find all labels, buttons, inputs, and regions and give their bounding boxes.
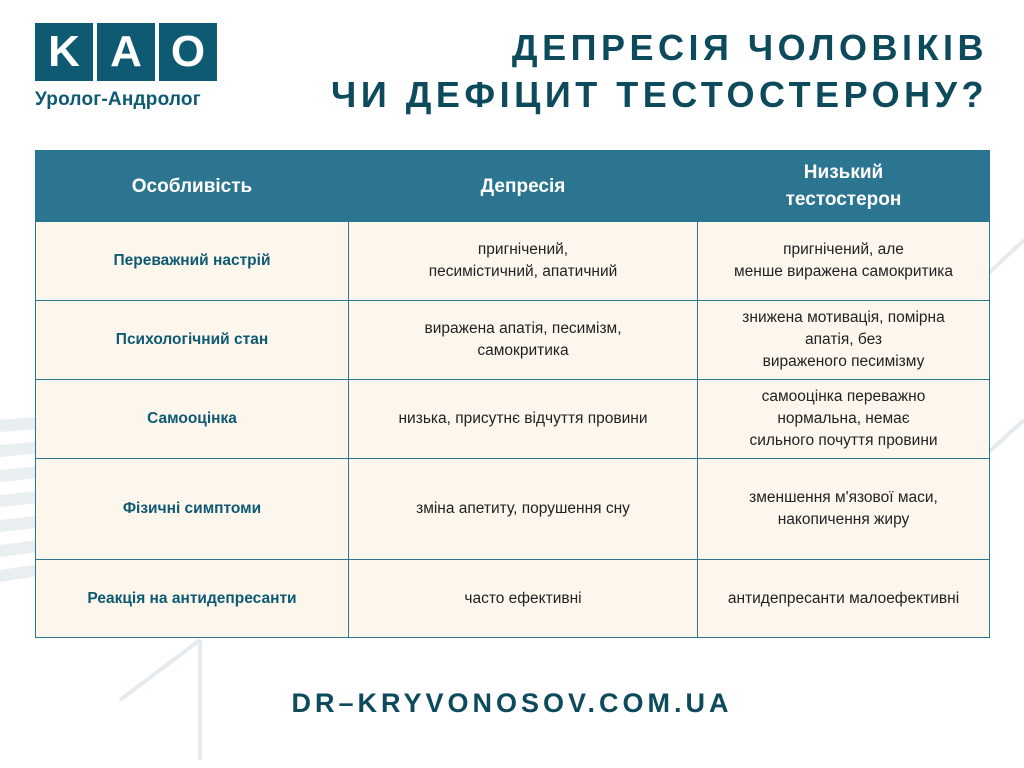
table-header-row xyxy=(36,151,990,222)
depression-cell: пригнічений, песимістичний, апатичний xyxy=(349,222,698,301)
table-row xyxy=(36,380,990,459)
depression-cell: низька, присутнє відчуття провини xyxy=(349,380,698,459)
depression-cell: виражена апатія, песимізм, самокритика xyxy=(349,301,698,380)
table-row xyxy=(36,560,990,638)
low-testosterone-cell: пригнічений, але менше виражена самокритика xyxy=(698,222,990,301)
table-row xyxy=(36,222,990,301)
feature-cell: Психологічний стан xyxy=(36,301,349,380)
header-depression: Депресія xyxy=(349,151,698,222)
depression-cell: часто ефективні xyxy=(349,560,698,638)
low-testosterone-cell: антидепресанти малоефективні xyxy=(698,560,990,638)
logo-letter-k: K xyxy=(35,23,93,81)
website-url: DR–KRYVONOSOV.COM.UA xyxy=(291,688,733,718)
feature-cell: Самооцінка xyxy=(36,380,349,459)
table-row xyxy=(36,301,990,380)
low-testosterone-cell: знижена мотивація, помірна апатія, без вираженого песимізму xyxy=(698,301,990,380)
title-line-1: ДЕПРЕСІЯ ЧОЛОВІКІВ xyxy=(511,27,988,68)
feature-cell: Реакція на антидепресанти xyxy=(36,560,349,638)
feature-cell: Переважний настрій xyxy=(36,222,349,301)
logo-letter-a: A xyxy=(97,23,155,81)
logo xyxy=(35,23,217,111)
feature-cell: Фізичні симптоми xyxy=(36,459,349,560)
header-feature: Особливість xyxy=(36,151,349,222)
logo-letter-o: O xyxy=(159,23,217,81)
header-low-testosterone: Низький тестостерон xyxy=(698,151,990,222)
page-title xyxy=(331,24,988,118)
depression-cell: зміна апетиту, порушення сну xyxy=(349,459,698,560)
logo-letters xyxy=(35,23,217,81)
low-testosterone-cell: зменшення м'язової маси, накопичення жиру xyxy=(698,459,990,560)
logo-subtitle: Уролог-Андролог xyxy=(35,89,201,110)
low-testosterone-cell: самооцінка переважно нормальна, немає сильного почуття провини xyxy=(698,380,990,459)
comparison-table xyxy=(35,150,990,638)
table-row xyxy=(36,459,990,560)
title-line-2: ЧИ ДЕФІЦИТ ТЕСТОСТЕРОНУ? xyxy=(331,74,988,115)
